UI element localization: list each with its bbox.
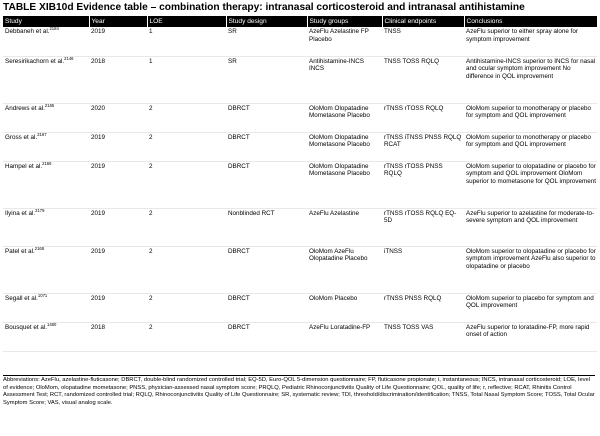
reference-number: 1480: [47, 321, 57, 327]
cell-study-design: DBRCT: [226, 161, 307, 208]
cell-study: [3, 322, 89, 351]
cell-study-groups: OloMom Placebo: [307, 293, 382, 322]
table-row: [3, 56, 597, 103]
study-name: Segall et al.: [5, 294, 38, 302]
reference-number: 2146: [64, 55, 74, 61]
study-name: Hampel et al.: [5, 162, 43, 170]
table-row: [3, 27, 597, 56]
abbreviations-footnote: Abbreviations: AzeFlu, azelastine-fluticasone; DBRCT, double-blind randomized controlled trial; EQ-5D, Euro-QOL 5-dimension questionnaire; FP, fluticasone propionate; i, instantaneous; INCS, intranasal corticosteroid; LOE, level of evidence; OloMom, olopatadine mometasone; PNSS, physician-assessed nasal symptom score; PRQLQ, Pediatric Rhinoconjunctivitis Quality of Life Questionnaire; QOL, quality of life; r, reflective; RCAT, Rhinitis Control Assessment Test; RCT, randomized controlled trial; RQLQ, Rhinoconjunctivitis Quality of Life Questionnaire; SR, systematic review; TDI, threshold/discrimination/identification; TNSS, Total Nasal Symptom Score; TOSS, Total Ocular Symptom Score; VAS, visual analog scale.: [3, 377, 595, 406]
cell-clinical-endpoints: TNSS: [382, 27, 464, 56]
cell-conclusions: AzeFlu superior to azelastine for moderate-to-severe symptom and QOL improvement: [464, 208, 597, 246]
table-title: TABLE XIB10d Evidence table – combination therapy: intranasal corticosteroid and intranasal antihistamine: [3, 2, 525, 13]
cell-loe: 2: [147, 322, 226, 351]
cell-study: [3, 103, 89, 132]
cell-year: 2019: [89, 246, 147, 293]
cell-study-groups: Antihistamine-INCS INCS: [307, 56, 382, 103]
header-study-design: Study design: [226, 16, 307, 27]
cell-conclusions: OloMom superior to olopatadine or placebo for symptom improvement AzeFlu also superior to olopatadine or placebo: [464, 246, 597, 293]
cell-loe: 1: [147, 56, 226, 103]
header-study: Study: [3, 16, 89, 27]
cell-study: [3, 246, 89, 293]
reference-number: 2168: [34, 245, 45, 251]
cell-study: [3, 56, 89, 103]
cell-clinical-endpoints: rTNSS rTOSS RQLQ: [382, 103, 464, 132]
cell-study-design: DBRCT: [226, 132, 307, 161]
cell-loe: 1: [147, 27, 226, 56]
cell-loe: 2: [147, 293, 226, 322]
cell-study: [3, 161, 89, 208]
reference-number: 1071: [37, 292, 48, 298]
cell-conclusions: OloMom superior to monotherapy or placebo for symptom and QOL improvement: [464, 103, 597, 132]
header-conclusions: Conclusions: [464, 16, 597, 27]
cell-study: [3, 132, 89, 161]
study-name: Andrews et al.: [5, 104, 45, 112]
cell-study: [3, 293, 89, 322]
cell-study-design: DBRCT: [226, 246, 307, 293]
cell-study-design: SR: [226, 27, 307, 56]
cell-year: 2019: [89, 161, 147, 208]
cell-study-groups: OloMom Olopatadine Mometasone Placebo: [307, 161, 382, 208]
table-row: [3, 132, 597, 161]
cell-study-design: DBRCT: [226, 103, 307, 132]
cell-conclusions: OloMom superior to monotherapy or placebo for symptom and QOL improvement: [464, 132, 597, 161]
study-name: Gross et al.: [5, 133, 38, 141]
cell-study-design: DBRCT: [226, 322, 307, 351]
cell-conclusions: OloMom superior to olopatadine or placebo for symptom and QOL improvement OloMom superior to mometasone for QOL improvement: [464, 161, 597, 208]
header-study-groups: Study groups: [307, 16, 382, 27]
cell-study-groups: OloMom AzeFlu Olopatadine Placebo: [307, 246, 382, 293]
header-clinical-endpoints: Clinical endpoints: [382, 16, 464, 27]
cell-study: [3, 27, 89, 56]
cell-year: 2018: [89, 56, 147, 103]
cell-conclusions: AzeFlu superior to loratadine-FP, more rapid onset of action: [464, 322, 597, 351]
cell-year: 2019: [89, 27, 147, 56]
cell-loe: 2: [147, 103, 226, 132]
reference-number: 2184: [49, 25, 59, 31]
cell-year: 2019: [89, 132, 147, 161]
cell-study-design: SR: [226, 56, 307, 103]
header-loe: LOE: [147, 16, 226, 27]
cell-year: 2019: [89, 293, 147, 322]
cell-year: 2018: [89, 322, 147, 351]
cell-study: [3, 208, 89, 246]
cell-study-groups: OloMom Olopatadine Mometasone Placebo: [307, 132, 382, 161]
reference-number: 2166: [42, 160, 52, 166]
cell-clinical-endpoints: rTNSS rTOSS PNSS RQLQ: [382, 161, 464, 208]
table-row: [3, 208, 597, 246]
cell-loe: 2: [147, 161, 226, 208]
table-row: [3, 293, 597, 322]
cell-clinical-endpoints: rTNSS iTNSS PNSS RQLQ RCAT: [382, 132, 464, 161]
cell-clinical-endpoints: TNSS TOSS VAS: [382, 322, 464, 351]
table-header-row: [3, 16, 597, 27]
cell-loe: 2: [147, 132, 226, 161]
cell-clinical-endpoints: iTNSS: [382, 246, 464, 293]
cell-year: 2019: [89, 208, 147, 246]
cell-clinical-endpoints: rTNSS PNSS RQLQ: [382, 293, 464, 322]
cell-year: 2020: [89, 103, 147, 132]
study-name: Patel et al.: [5, 247, 35, 255]
cell-study-groups: AzeFlu Azelastine FP Placebo: [307, 27, 382, 56]
cell-conclusions: Antihistamine-INCS superior to INCS for nasal and ocular symptom improvement No difference in QOL improvement: [464, 56, 597, 103]
study-name: Bousquet et al.: [5, 323, 48, 331]
cell-study-groups: OloMom Olopatadine Mometasone Placebo: [307, 103, 382, 132]
cell-study-design: DBRCT: [226, 293, 307, 322]
table-row: [3, 103, 597, 132]
table-row: [3, 246, 597, 293]
cell-clinical-endpoints: TNSS TOSS RQLQ: [382, 56, 464, 103]
table-row: [3, 161, 597, 208]
cell-loe: 2: [147, 246, 226, 293]
reference-number: 2165: [44, 102, 55, 108]
cell-conclusions: OloMom superior to placebo for symptom and QOL improvement: [464, 293, 597, 322]
cell-study-groups: AzeFlu Azelastine: [307, 208, 382, 246]
header-year: Year: [89, 16, 147, 27]
cell-study-groups: AzeFlu Loratadine-FP: [307, 322, 382, 351]
cell-study-design: Nonblinded RCT: [226, 208, 307, 246]
cell-conclusions: AzeFlu superior to either spray alone for symptom improvement: [464, 27, 597, 56]
study-name: Debbaneh et al.: [5, 28, 50, 35]
table-row: [3, 322, 597, 351]
reference-number: 2167: [37, 131, 47, 137]
cell-loe: 2: [147, 208, 226, 246]
evidence-table: [3, 16, 597, 352]
cell-clinical-endpoints: rTNSS rTOSS RQLQ EQ-5D: [382, 208, 464, 246]
study-name: Seresirikachorn et al.: [5, 57, 65, 65]
study-name: Ilyina et al.: [5, 209, 36, 217]
reference-number: 2179: [35, 207, 45, 213]
